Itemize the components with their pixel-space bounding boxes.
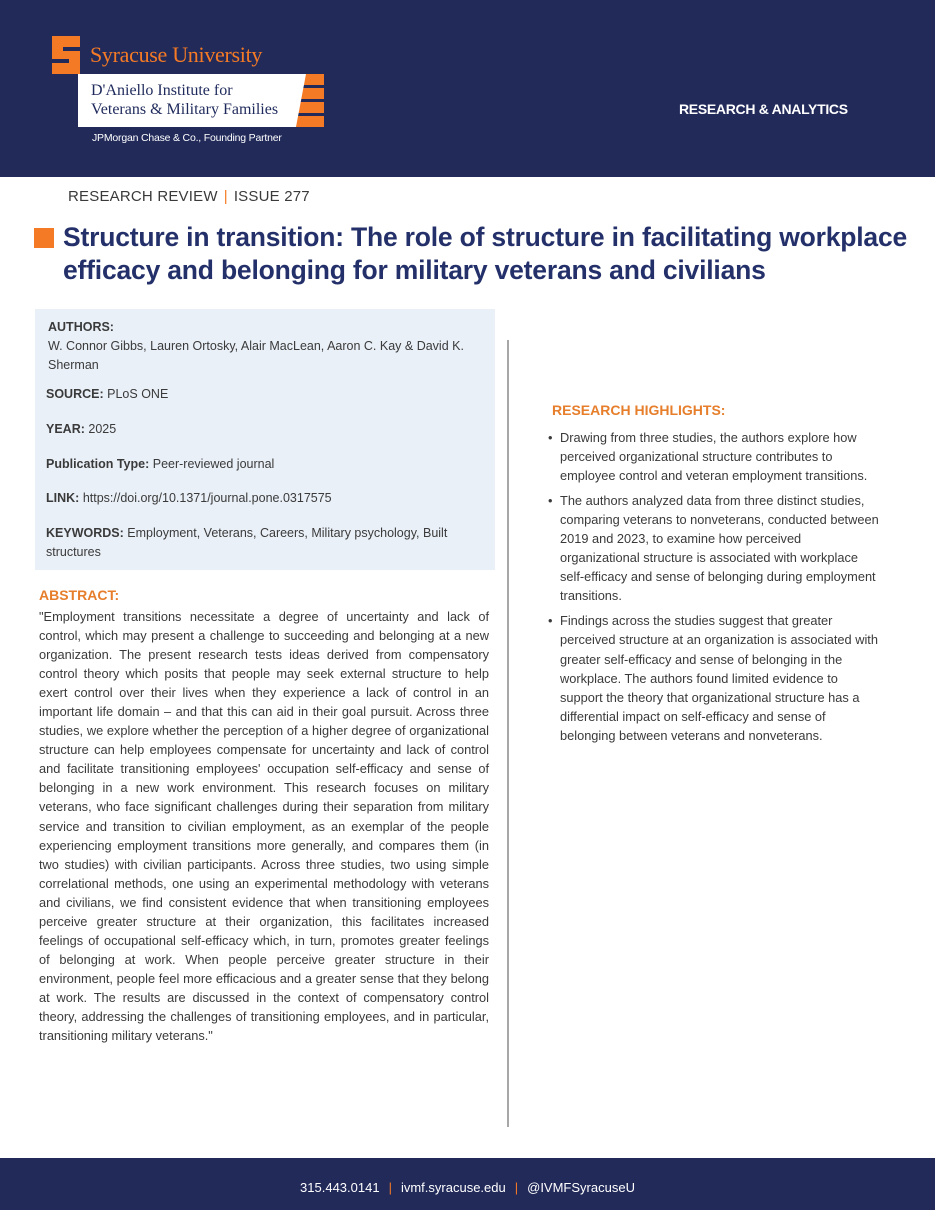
- highlight-text: The authors analyzed data from three distinct studies, comparing veterans to nonveterans, conducted between 2019 and 2023, to examine how perceived organizational structure is associated with workplace self-efficacy and sense of belonging during employment transitions.: [560, 493, 879, 604]
- footer-phone[interactable]: 315.443.0141: [300, 1180, 380, 1195]
- metadata-panel: [35, 309, 495, 570]
- list-item: [548, 611, 883, 744]
- institute-name-box: [78, 74, 296, 127]
- keywords-value: Employment, Veterans, Careers, Military psychology, Built structures: [46, 526, 448, 559]
- source-value: PLoS ONE: [107, 387, 169, 401]
- column-divider: [507, 340, 509, 1127]
- highlight-text: Drawing from three studies, the authors explore how perceived organizational structure contributes to employee control and veteran employment transitions.: [560, 430, 868, 484]
- founding-partner: JPMorgan Chase & Co., Founding Partner: [92, 132, 282, 144]
- authors-value: W. Connor Gibbs, Lauren Ortosky, Alair MacLean, Aaron C. Kay & David K. Sherman: [48, 339, 464, 372]
- university-name: Syracuse University: [90, 42, 263, 67]
- year-block: [46, 420, 116, 439]
- year-label: YEAR:: [46, 422, 85, 436]
- page-title: Structure in transition: The role of structure in facilitating workplace efficacy and belonging for military veterans and civilians: [63, 222, 908, 285]
- footer-separator: |: [388, 1180, 392, 1195]
- highlight-text: Findings across the studies suggest that greater perceived structure at an organization is associated with greater self-efficacy and sense of belonging in the workplace. The authors found limited evidence to support the theory that organizational structure has a differential impact on self-efficacy and sense of belonging between veterans and nonveterans.: [560, 613, 878, 743]
- publication-type-value: Peer-reviewed journal: [152, 457, 275, 471]
- review-issue: ISSUE 277: [233, 188, 310, 205]
- institute-name-line2: Veterans & Military Families: [91, 101, 279, 118]
- authors-label: AUTHORS:: [48, 320, 114, 334]
- footer-banner: [0, 1158, 935, 1210]
- highlights-heading: RESEARCH HIGHLIGHTS:: [552, 402, 726, 418]
- bullet-icon: •: [548, 430, 553, 445]
- list-item: [548, 491, 883, 605]
- section-label: RESEARCH & ANALYTICS: [679, 101, 848, 117]
- doi-link[interactable]: https://doi.org/10.1371/journal.pone.0317575: [82, 491, 332, 505]
- footer-contact: [0, 1180, 935, 1195]
- publication-type-block: [46, 455, 274, 474]
- source-block: [46, 385, 168, 404]
- footer-separator: |: [514, 1180, 519, 1195]
- institute-name-line1: D'Aniello Institute for: [91, 82, 233, 99]
- review-series: RESEARCH REVIEW: [68, 188, 218, 205]
- syracuse-s-logo-icon: [50, 34, 82, 76]
- year-value: 2025: [88, 422, 117, 436]
- source-label: SOURCE:: [46, 387, 104, 401]
- abstract-text: "Employment transitions necessitate a degree of uncertainty and lack of control, which may present a challenge to succeeding and belonging at a new organization. The present research tests ideas derived from compensatory control theory which posits that people may seek external structure to help exert control over their lives when they experience a lack of control in an important life domain – and that this can aid in their goal pursuit. Across three studies, we explore whether the perception of a higher degree of organizational structure can help employees compensate for uncertainty and lack of control and facilitate transitioning employees' occupation self-efficacy and sense of belonging in a new work environment. This research focuses on military veterans, who face significant challenges during their separation from military service and transition to civilian employment, as an exemplar of the people experiencing employment transitions more generally, and compares them (in two studies) with civilian participants. Across three studies, two using simple correlational methods, one using an experimental methodology with veterans and civilians, we find consistent evidence that when transitioning employees perceive greater structure at their organization, this facilitates increased feelings of occupational self-efficacy which, in turn, promotes greater feelings of belonging at work. When people perceive greater structure in their environment, people feel more efficacious and a greater sense that they belong at work. The results are discussed in the context of compensatory control theory, addressing the challenges of transitioning employees, and in particular, transitioning military veterans.": [39, 609, 489, 1044]
- logo-stripes-icon: [296, 74, 324, 127]
- abstract-heading: ABSTRACT:: [39, 587, 120, 603]
- footer-website[interactable]: ivmf.syracuse.edu: [400, 1180, 506, 1195]
- highlights-list: [548, 428, 883, 751]
- review-separator: |: [223, 188, 228, 205]
- title-marker-icon: [34, 228, 54, 248]
- header-banner: [0, 0, 935, 177]
- link-label: LINK:: [46, 491, 80, 505]
- keywords-block: [46, 524, 471, 562]
- bullet-icon: •: [548, 493, 553, 509]
- publication-type-label: Publication Type:: [46, 457, 150, 471]
- link-block: [46, 489, 332, 508]
- review-issue-line: [68, 188, 310, 205]
- keywords-label: KEYWORDS:: [46, 526, 124, 540]
- footer-social[interactable]: @IVMFSyracuseU: [527, 1180, 635, 1195]
- list-item: [548, 428, 883, 485]
- authors-block: [48, 318, 468, 375]
- bullet-icon: •: [548, 613, 553, 629]
